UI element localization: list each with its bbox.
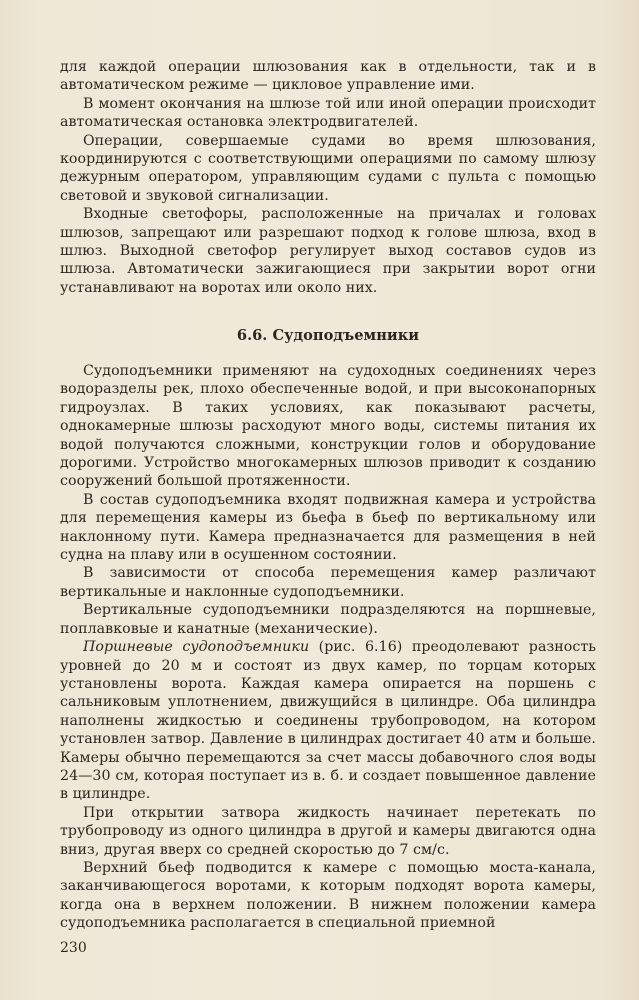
paragraph: При открытии затвора жидкость начинает перетекать по трубопроводу из одного цилиндра в другой и камеры двигаются одна вниз, другая вверх со средней скоростью до 7 см/с. [60, 804, 596, 858]
paragraph: Верхний бьеф подводится к камере с помощью моста-канала, заканчивающегося воротами, к которым подходят ворота камеры, когда она в верхнем положении. В нижнем положении камера судоподъемника располагается в специальной приемной [60, 859, 596, 932]
paragraph: В состав судоподъемника входят подвижная камера и устройства для перемещения камеры из бьефа в бьеф по вертикальному или наклонному пути. Камера предназначается для размещения в ней судна на плаву или в осушенном состоянии. [60, 491, 596, 564]
paragraph-piston [60, 638, 596, 804]
paragraph: В зависимости от способа перемещения камер различают вертикальные и наклонные судоподъемники. [60, 565, 596, 600]
italic-term: Поршневые судоподъемники [83, 639, 310, 656]
paragraph: В момент окончания на шлюзе той или иной операции происходит автоматическая остановка электродвигателей. [60, 95, 596, 131]
paragraph: Вертикальные судоподъемники подразделяются на поршневые, поплавковые и канатные (механические). [60, 602, 596, 637]
page-number: 230 [60, 940, 87, 956]
paragraph: Входные светофоры, расположенные на причалах и головах шлюзов, запрещают или разрешают подход к голове шлюза, вход в шлюз. Выходной светофор регулирует выход составов судов из шлюза. Автоматически зажигающиеся при закрытии ворот огни устанавливают на воротах или около них. [60, 206, 596, 296]
section-heading: 6.6. Судоподъемники [236, 327, 420, 344]
paragraph-text: (рис. 6.16) преодолевают разность уровней до 20 м и состоят из двух камер, по торцам которых установлены ворота. Каждая камера опирается на поршень с сальниковым уплотнением, движущийся в цилиндре. Оба цилиндра наполнены жидкостью и соединены трубопроводом, на котором установлен затвор. Давление в цилиндрах достигает 40 атм и больше. Камеры обычно перемещаются за счет массы добавочного слоя воды 24—30 см, которая поступает из в. б. и создает повышенное давление в цилиндре. [60, 639, 597, 803]
top-text-block [60, 58, 596, 297]
main-text-block [60, 362, 596, 933]
paragraph: для каждой операции шлюзования как в отдельности, так и в автоматическом режиме — цикловое управление ими. [60, 59, 596, 94]
paragraph: Судоподъемники применяют на судоходных соединениях через водоразделы рек, плохо обеспеченные водой, и при высоконапорных гидроузлах. В таких условиях, как показывают расчеты, однокамерные шлюзы расходуют много воды, системы питания их водой получаются сложными, конструкции голов и оборудование дорогими. Устройство многокамерных шлюзов приводит к созданию сооружений большой протяженности. [60, 363, 596, 490]
paragraph: Операции, совершаемые судами во время шлюзования, координируются с соответствующими операциями по самому шлюзу дежурным оператором, управляющим судами с пульта с помощью световой и звуковой сигнализации. [60, 132, 596, 204]
